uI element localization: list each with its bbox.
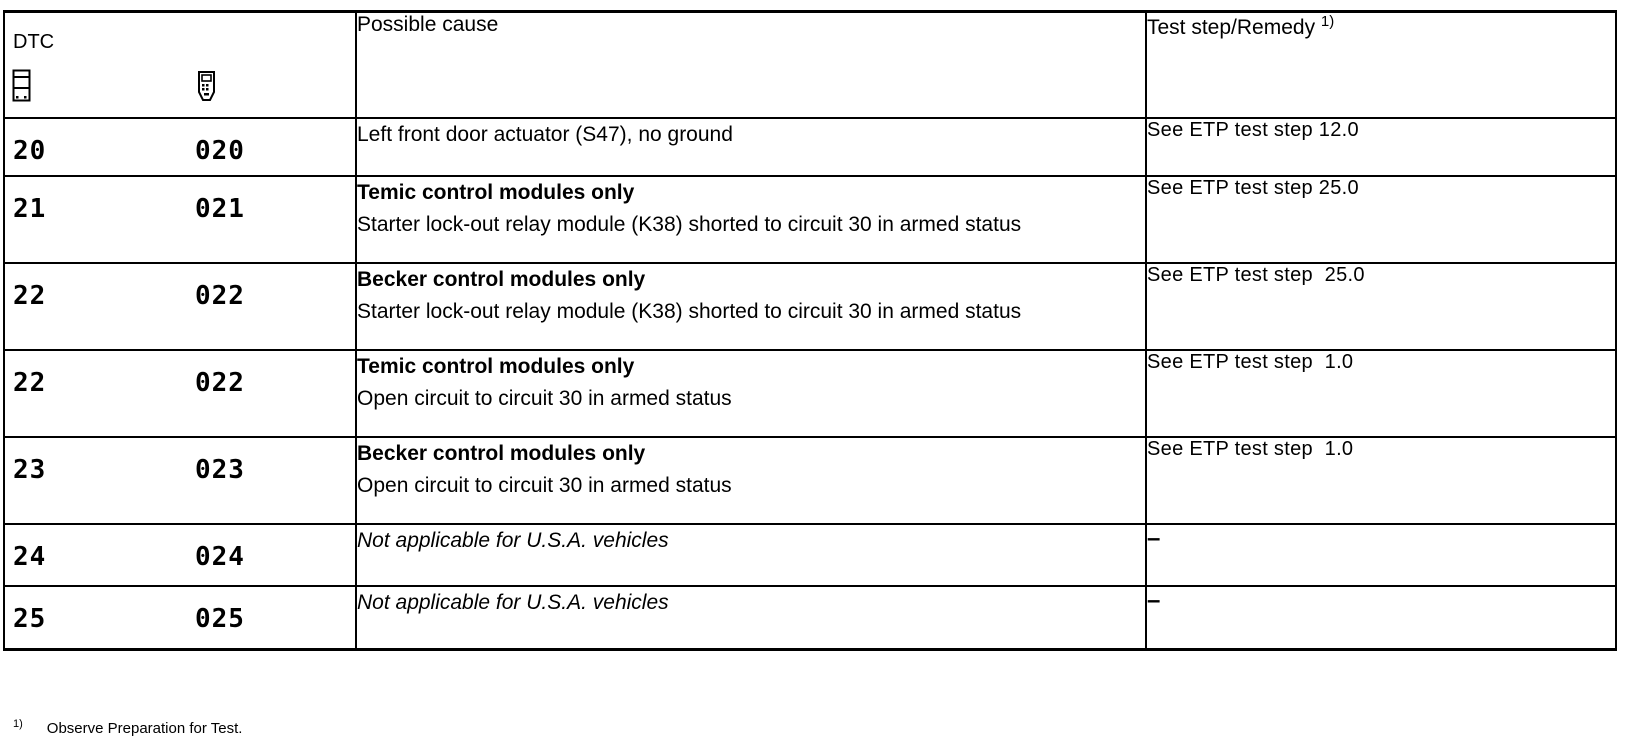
table-row xyxy=(4,176,1616,263)
cause-text: Starter lock-out relay module (K38) shorted to circuit 30 in armed status xyxy=(357,300,1022,323)
dtc-code-display: 20 xyxy=(13,136,47,166)
remedy-cell xyxy=(1146,524,1616,586)
table-row xyxy=(4,118,1616,176)
dtc-table xyxy=(3,10,1617,651)
dtc-cell xyxy=(4,118,356,176)
dtc-code-display: 25 xyxy=(13,604,47,634)
cause-scope: Becker control modules only xyxy=(357,268,646,291)
dtc-cell xyxy=(4,176,356,263)
cause-text: Left front door actuator (S47), no ground xyxy=(357,123,733,146)
hand-held-tester-icon xyxy=(197,70,217,102)
cause-text: Open circuit to circuit 30 in armed status xyxy=(357,474,732,497)
dtc-cell xyxy=(4,263,356,350)
remedy-text: See ETP test step 12.0 xyxy=(1147,119,1359,141)
table-row xyxy=(4,524,1616,586)
remedy-text: – xyxy=(1147,587,1161,614)
table-row xyxy=(4,586,1616,649)
dtc-cell xyxy=(4,524,356,586)
possible-cause-cell xyxy=(356,176,1146,263)
dtc-header: DTC xyxy=(13,31,55,53)
cause-header: Possible cause xyxy=(356,12,1146,119)
dtc-code-tester: 022 xyxy=(195,281,245,311)
remedy-text: – xyxy=(1147,525,1161,552)
remedy-text: See ETP test step 25.0 xyxy=(1147,177,1359,199)
remedy-cell xyxy=(1146,350,1616,437)
dtc-code-display: 24 xyxy=(13,542,47,572)
footnote xyxy=(13,718,242,737)
table-row xyxy=(4,350,1616,437)
remedy-cell xyxy=(1146,437,1616,524)
remedy-cell xyxy=(1146,263,1616,350)
dtc-code-display: 22 xyxy=(13,281,47,311)
cause-scope: Temic control modules only xyxy=(357,181,635,204)
cause-scope: Temic control modules only xyxy=(357,355,635,378)
remedy-header: Test step/Remedy $^{1)}$ xyxy=(1146,12,1616,119)
cause-text: Open circuit to circuit 30 in armed status xyxy=(357,387,732,410)
footnote-marker: 1) xyxy=(13,718,23,730)
dtc-header-cell xyxy=(4,12,356,119)
remedy-text: See ETP test step 1.0 xyxy=(1147,438,1354,460)
remedy-cell xyxy=(1146,586,1616,649)
cause-note: Not applicable for U.S.A. vehicles xyxy=(357,591,669,614)
dtc-code-tester: 024 xyxy=(195,542,245,572)
dtc-code-display: 21 xyxy=(13,194,47,224)
table-row xyxy=(4,263,1616,350)
dtc-code-tester: 021 xyxy=(195,194,245,224)
table-header-row xyxy=(4,12,1616,119)
cause-scope: Becker control modules only xyxy=(357,442,646,465)
possible-cause-cell xyxy=(356,263,1146,350)
possible-cause-cell xyxy=(356,118,1146,176)
cause-note: Not applicable for U.S.A. vehicles xyxy=(357,529,669,552)
footnote-text: Observe Preparation for Test. xyxy=(46,720,243,737)
control-module-display-icon xyxy=(12,69,32,103)
dtc-code-tester: 020 xyxy=(195,136,245,166)
dtc-cell xyxy=(4,350,356,437)
remedy-cell xyxy=(1146,176,1616,263)
dtc-code-display: 22 xyxy=(13,368,47,398)
remedy-cell xyxy=(1146,118,1616,176)
remedy-text: See ETP test step 1.0 xyxy=(1147,351,1354,373)
dtc-code-tester: 022 xyxy=(195,368,245,398)
table-row xyxy=(4,437,1616,524)
remedy-text: See ETP test step 25.0 xyxy=(1147,264,1365,286)
dtc-code-tester: 025 xyxy=(195,604,245,634)
possible-cause-cell xyxy=(356,350,1146,437)
dtc-cell xyxy=(4,437,356,524)
dtc-code-tester: 023 xyxy=(195,455,245,485)
footnote-ref: 1) xyxy=(1320,13,1335,30)
dtc-cell xyxy=(4,586,356,649)
possible-cause-cell xyxy=(356,586,1146,649)
possible-cause-cell xyxy=(356,437,1146,524)
cause-text: Starter lock-out relay module (K38) shorted to circuit 30 in armed status xyxy=(357,213,1022,236)
dtc-code-display: 23 xyxy=(13,455,47,485)
possible-cause-cell xyxy=(356,524,1146,586)
